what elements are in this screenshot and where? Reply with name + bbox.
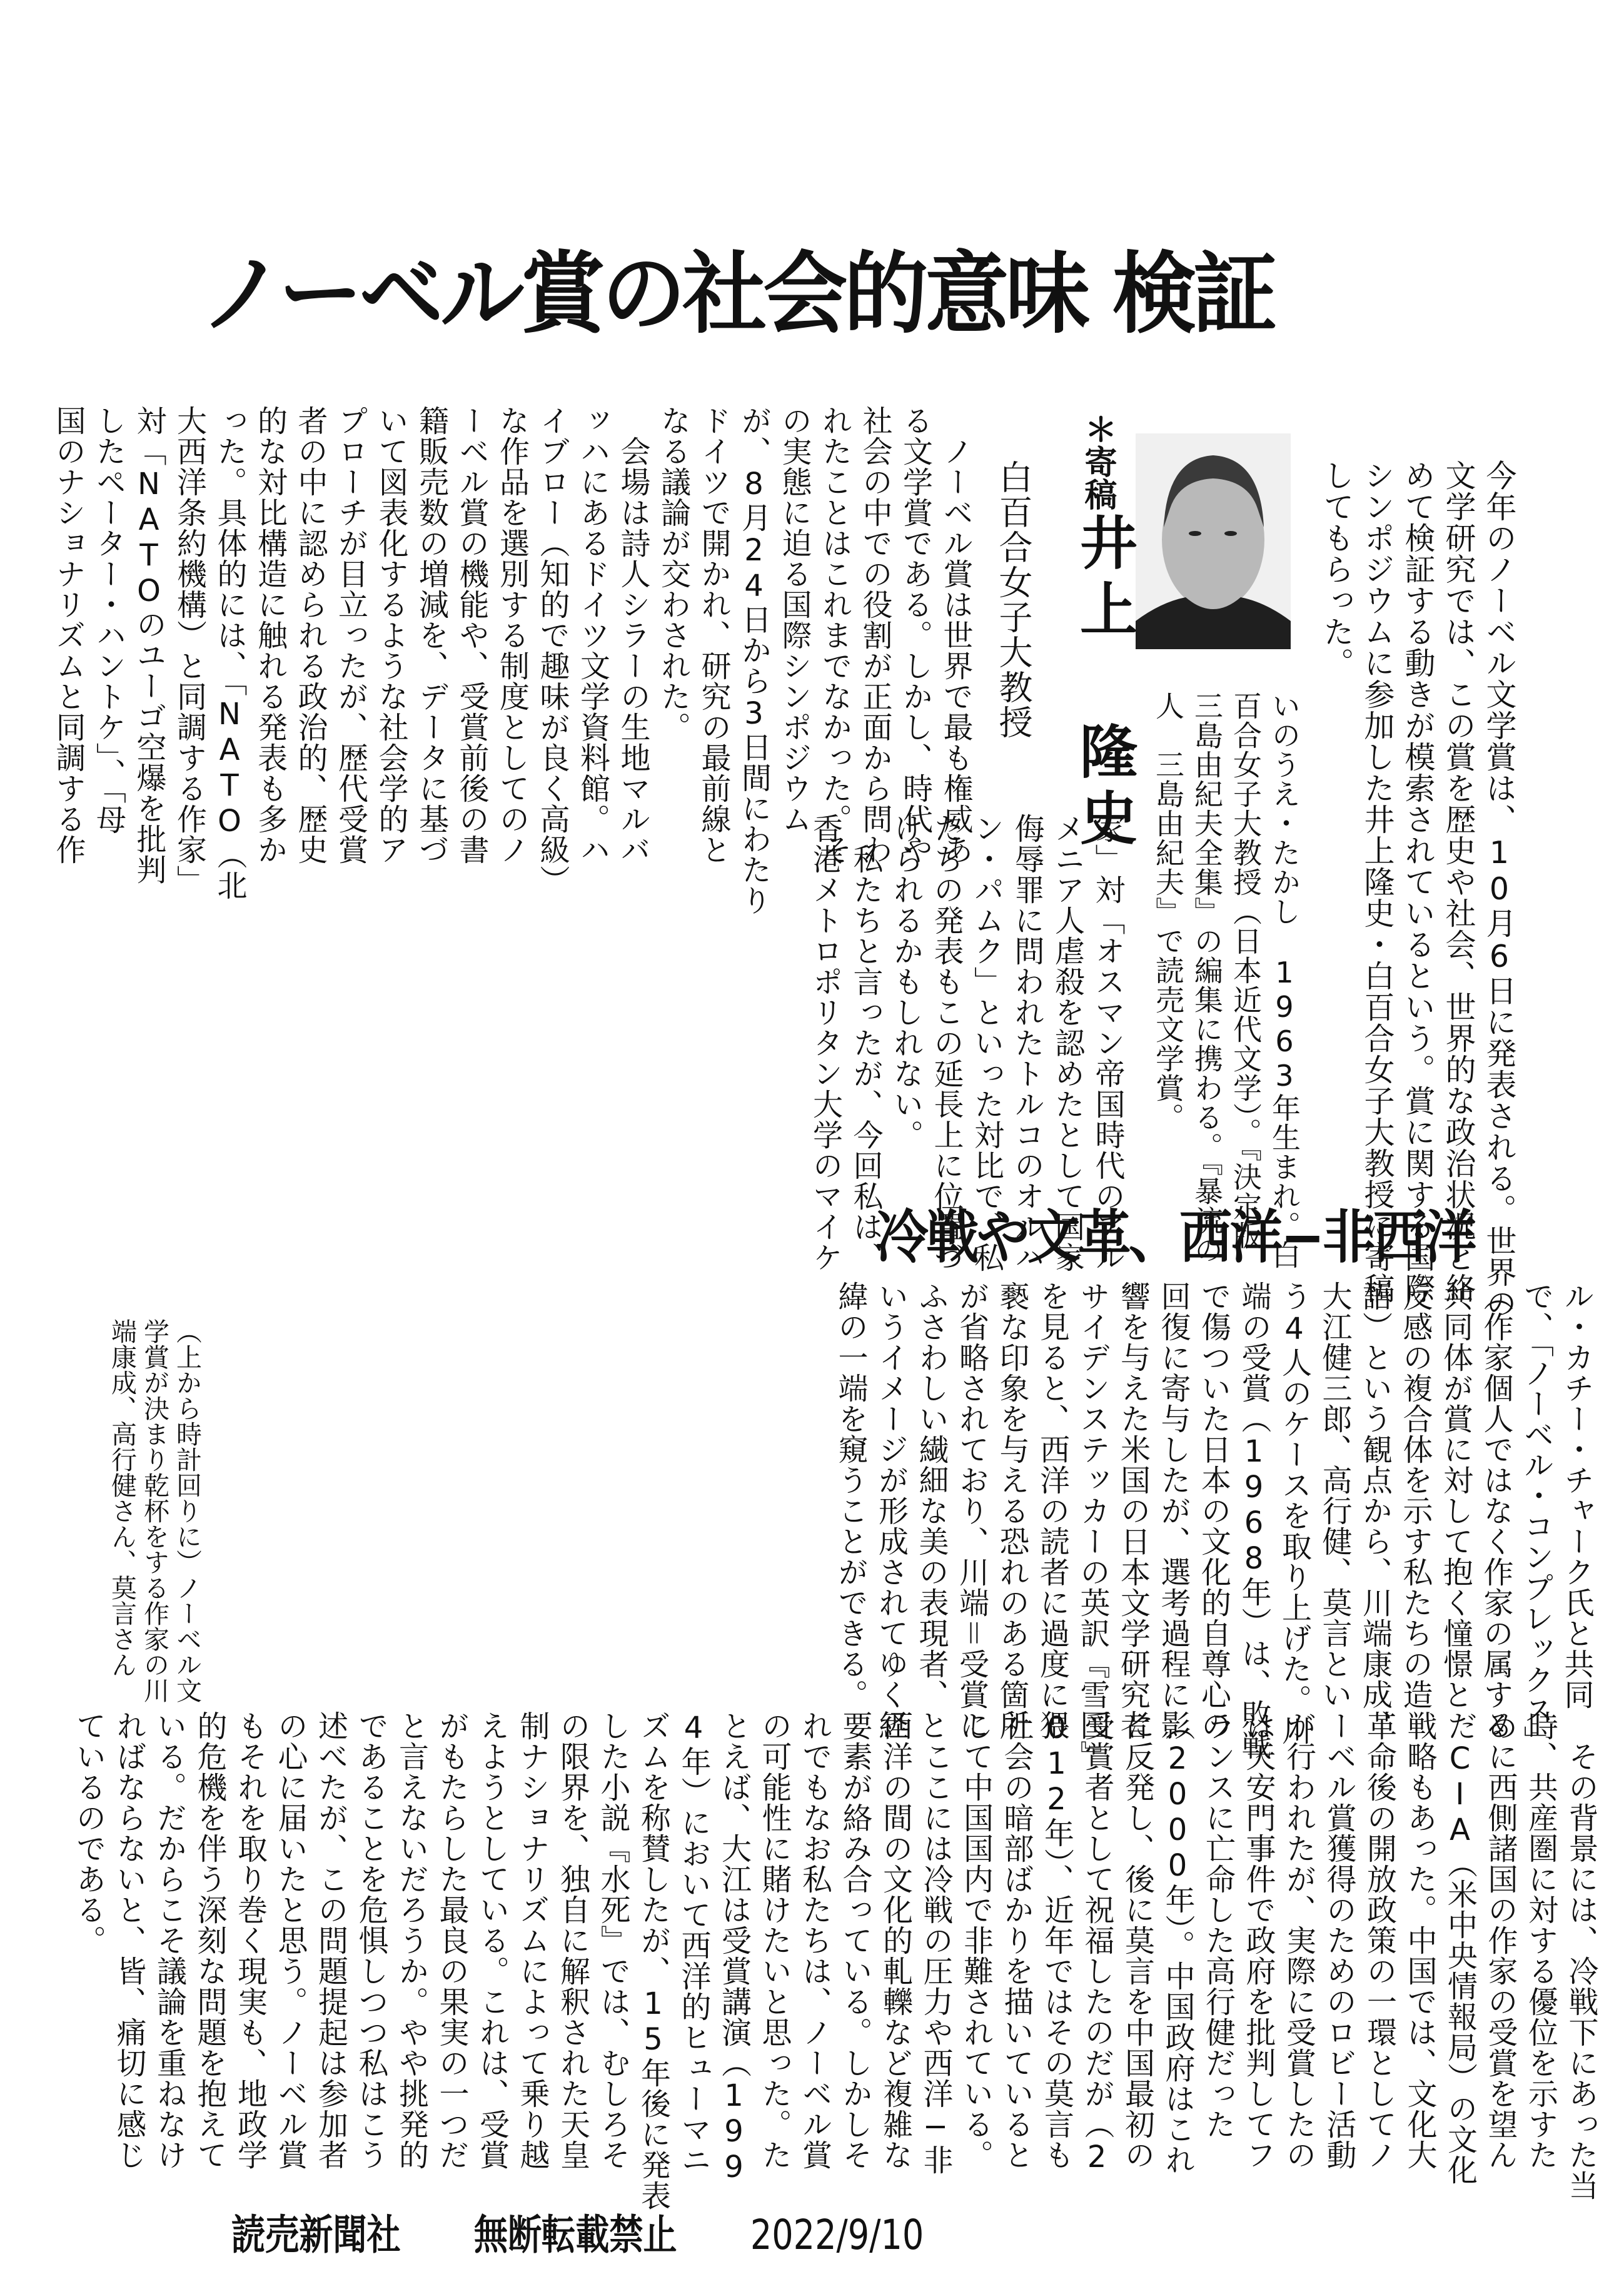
- text-line: 国のナショナリズムと同調する作: [51, 405, 86, 865]
- text-line: 受賞者として祝福したのだが（2: [1079, 1710, 1114, 2175]
- text-line: ドイツで開かれ、研究の最前線と: [696, 405, 731, 865]
- text-line: が、8月24日から3日間にわたり: [736, 405, 772, 916]
- text-line: その背景には、冷戦下にあった当: [1563, 1710, 1598, 2201]
- text-line: めて検証する動きが模索されているという。賞に関する国際: [1400, 460, 1436, 1304]
- text-line: れでもなお私たちは、ノーベル賞: [797, 1710, 832, 2170]
- text-line: で傷ついた日本の文化的自尊心の: [1196, 1281, 1231, 1741]
- text-line: 4年）において西洋的ヒューマニ: [676, 1710, 711, 2175]
- author-title: 白百合女子大教授: [994, 460, 1033, 740]
- text-line: ル・カチー・チャーク氏と共同: [1559, 1281, 1594, 1710]
- text-line: に反発し、後に莫言を中国最初の: [1119, 1710, 1155, 2170]
- publication-date: 2022/9/10: [750, 2211, 924, 2259]
- text-line: 褻な印象を与える恐れのある箇所: [994, 1281, 1029, 1741]
- text-line: ン・パムク」といった対比で、私: [969, 813, 1004, 1273]
- text-line: 香港メトロポリタン大学のマイケ: [807, 813, 843, 1273]
- text-line: の心に届いたと思う。ノーベル賞: [273, 1710, 308, 2170]
- text-line: ているのである。: [71, 1710, 106, 1956]
- text-line: った。具体的には、「NATO（北: [212, 405, 247, 901]
- text-line: 西洋の間の文化的軋轢など複雑な: [877, 1710, 913, 2170]
- text-line: 三島由紀夫全集』の編集に携わる。『暴流の: [1190, 691, 1224, 1265]
- text-line: 要素が絡み合っている。しかしそ: [837, 1710, 872, 2170]
- text-line: 戦略もあった。中国では、文化大: [1402, 1710, 1437, 2170]
- text-line: 緯の一端を窺うことができる。: [833, 1281, 868, 1710]
- author-profile: [1135, 691, 1304, 1270]
- body-column-4: [71, 1710, 1601, 2211]
- text-line: の限界を、独自に解釈された天皇: [555, 1710, 590, 2170]
- text-line: 学賞が決まり乾杯をする作家の川: [139, 1318, 169, 1703]
- text-line: で、「ノーベル・コンプレックス」: [1518, 1281, 1554, 1756]
- body-column-1: [51, 405, 976, 916]
- text-line: 反感の複合体を示す私たちの造: [1398, 1281, 1433, 1710]
- text-line: したペーター・ハントケ」、「母: [91, 405, 126, 835]
- lead-paragraph: [1307, 460, 1520, 1319]
- text-line: イブロー（知的で趣味が良く高級）: [535, 405, 570, 896]
- text-line: いる。だからこそ議論を重ねなけ: [151, 1710, 187, 2170]
- text-line: 時、共産圏に対する優位を示すた: [1523, 1710, 1558, 2170]
- text-line: （上から時計回りに）ノーベル文: [172, 1318, 202, 1703]
- text-line: 大江健三郎、高行健、莫言とい: [1317, 1281, 1352, 1710]
- copyright-notice: 無断転載禁止: [473, 2211, 677, 2259]
- footer: [231, 2201, 986, 2261]
- text-line: 回復に寄与したが、選考過程に影: [1156, 1281, 1191, 1741]
- text-line: 述べたが、この問題提起は参加者: [313, 1710, 348, 2170]
- text-line: 会場は詩人シラーの生地マルバ: [615, 405, 650, 865]
- text-line: であることを危惧しつつ私はこう: [353, 1710, 388, 2170]
- text-line: 百合女子大教授（日本近代文学）。『決定版: [1229, 691, 1263, 1250]
- text-line: サイデンステッカーの英訳『雪国』: [1075, 1281, 1110, 1771]
- subheading: 冷戦や文革、西洋−非西洋: [875, 1203, 1475, 1271]
- text-line: な作品を選別する制度としてのノ: [494, 405, 530, 865]
- text-line: 共同体が賞に対して抱く憧憬と: [1438, 1281, 1473, 1710]
- text-line: けられるかもしれない。: [888, 813, 924, 1150]
- text-line: は天安門事件で政府を批判してフ: [1241, 1710, 1276, 2170]
- text-line: 今年のノーベル文学賞は、10月6日に発表される。世界の: [1481, 460, 1517, 1319]
- text-line: ここには冷戦の圧力や西洋−非: [918, 1710, 953, 2175]
- text-line: なる議論が交わされた。: [655, 405, 691, 742]
- text-line: 私たちと言ったが、今回私は、: [848, 813, 883, 1273]
- text-line: れたことはこれまでなかった。そ: [817, 405, 852, 865]
- text-line: ふさわしい繊細な美の表現者、と: [914, 1281, 949, 1741]
- text-line: 社会の暗部ばかりを描いていると: [999, 1710, 1034, 2170]
- author-name: 井上 隆史: [1071, 513, 1138, 854]
- text-line: （2000年）。中国政府はこれ: [1160, 1710, 1195, 2175]
- text-line: ランスに亡命した高行健だった: [1200, 1710, 1236, 2140]
- text-line: して中国国内で非難されている。: [958, 1710, 994, 2170]
- author-photo: [1136, 433, 1291, 649]
- text-line: えようとしている。これは、受賞: [474, 1710, 510, 2170]
- text-line: （作家個人ではなく作家の属する: [1478, 1281, 1513, 1741]
- text-line: 大西洋条約機構）と同調する作家」: [171, 405, 207, 896]
- text-line: 者の中に認められる政治的、歴史: [293, 405, 328, 865]
- text-line: してもらった。: [1319, 460, 1354, 679]
- text-line: の実態に迫る国際シンポジウム: [777, 405, 812, 834]
- text-line: たちの発表もこの延長上に位置づ: [929, 813, 964, 1273]
- text-line: の可能性に賭けたいと思った。た: [757, 1710, 792, 2170]
- text-line: 012年）、近年ではその莫言も: [1039, 1710, 1074, 2170]
- text-line: 家」対「オスマン帝国時代のアル: [1090, 813, 1125, 1273]
- text-line: めに西側諸国の作家の受賞を望ん: [1483, 1710, 1518, 2170]
- text-line: いて図表化するような社会学的ア: [373, 405, 408, 865]
- text-line: 文学研究では、この賞を歴史や社会、世界的な政治状況と絡: [1441, 460, 1476, 1304]
- text-line: だCIA（米中央情報局）の文化: [1442, 1710, 1478, 2185]
- text-line: 端康成、高行健さん、莫言さん: [107, 1318, 137, 1677]
- text-line: 人 三島由紀夫』で読売文学賞。: [1151, 691, 1185, 1132]
- text-line: いのうえ・たかし 1963年生まれ。白: [1268, 691, 1301, 1270]
- text-line: ーベル賞の機能や、受賞前後の書: [454, 405, 489, 865]
- portrait-image: [1136, 433, 1291, 649]
- text-line: 的危機を伴う深刻な問題を抱えて: [192, 1710, 227, 2170]
- text-line: と言えないだろうか。やや挑発的: [393, 1710, 429, 2170]
- text-line: シンポジウムに参加した井上隆史・白百合女子大教授に寄稿: [1359, 460, 1395, 1304]
- text-line: を見ると、西洋の読者に過度に猥: [1034, 1281, 1070, 1741]
- body-column-3: [802, 1281, 1596, 1771]
- text-line: 革命後の開放政策の一環としてノ: [1361, 1710, 1397, 2170]
- text-line: 的な対比構造に触れる発表も多か: [252, 405, 288, 865]
- text-line: 語）という観点から、川端康成、: [1357, 1281, 1393, 1741]
- text-line: る文学賞である。しかし、時代や: [897, 405, 933, 865]
- text-line: ノーベル賞は世界で最も権威あ: [938, 405, 973, 865]
- headline: ノーベル賞の社会的意味 検証: [200, 242, 1274, 346]
- text-line: プローチが目立ったが、歴代受賞: [333, 405, 368, 865]
- text-line: が省略されており、川端＝受賞に: [954, 1281, 989, 1741]
- byline-label: ＊寄稿: [1079, 413, 1116, 510]
- text-line: ズムを称賛したが、15年後に発表: [635, 1710, 671, 2211]
- text-line: ればならないと、皆、痛切に感じ: [111, 1710, 146, 2170]
- photo-caption: [103, 1318, 203, 1703]
- text-line: 侮辱罪に問われたトルコのオルハ: [1009, 813, 1044, 1273]
- text-line: 対「NATOのユーゴ空爆を批判: [131, 405, 166, 885]
- text-line: もそれを取り巻く現実も、地政学: [232, 1710, 268, 2170]
- text-line: メニア人虐殺を認めたとして国家: [1049, 813, 1085, 1273]
- text-line: 制ナショナリズムによって乗り越: [515, 1710, 550, 2170]
- text-line: いうイメージが形成されてゆく経: [873, 1281, 909, 1741]
- text-line: 響を与えた米国の日本文学研究者: [1115, 1281, 1151, 1741]
- text-line: ーベル賞獲得のためのロビー活動: [1321, 1710, 1356, 2170]
- text-line: した小説『水死』では、むしろそ: [595, 1710, 630, 2170]
- text-line: う4人のケースを取り上げた。川: [1276, 1281, 1312, 1746]
- text-line: がもたらした最良の果実の一つだ: [434, 1710, 469, 2170]
- text-line: 端の受賞（1968年）は、敗戦: [1236, 1281, 1271, 1761]
- text-line: 社会の中での役割が正面から問わ: [857, 405, 892, 865]
- text-line: とえば、大江は受賞講演（199: [716, 1710, 752, 2185]
- text-line: ッハにあるドイツ文学資料館。ハ: [575, 405, 610, 865]
- text-line: が行われたが、実際に受賞したの: [1281, 1710, 1316, 2170]
- publisher: 読売新聞社: [231, 2211, 401, 2259]
- text-line: 籍販売数の増減を、データに基づ: [413, 405, 449, 865]
- body-column-2: [807, 813, 1127, 1273]
